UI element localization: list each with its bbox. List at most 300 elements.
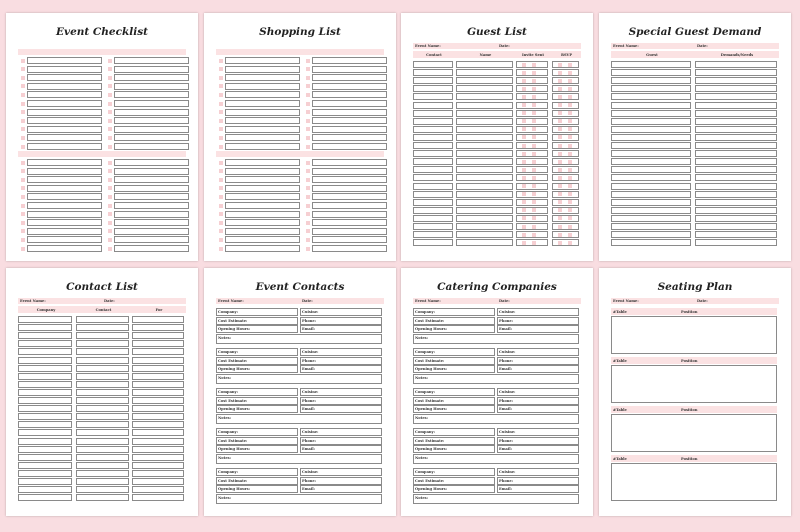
checkbox[interactable]	[568, 135, 572, 139]
checkbox[interactable]	[522, 127, 526, 131]
checklist-line[interactable]	[312, 176, 387, 183]
checklist-line[interactable]	[114, 100, 189, 107]
checkbox[interactable]	[21, 67, 25, 71]
table-cell[interactable]	[456, 215, 513, 222]
checkbox[interactable]	[21, 204, 25, 208]
checklist-line[interactable]	[312, 74, 387, 81]
checklist-line[interactable]	[114, 211, 189, 218]
table-cell[interactable]	[132, 373, 184, 380]
table-cell[interactable]	[552, 126, 579, 133]
contact-field[interactable]	[216, 494, 382, 504]
checkbox[interactable]	[568, 79, 572, 83]
seating-box[interactable]	[611, 463, 777, 501]
checklist-line[interactable]	[27, 211, 102, 218]
checkbox[interactable]	[108, 161, 112, 165]
table-cell[interactable]	[552, 174, 579, 181]
table-cell[interactable]	[132, 486, 184, 493]
table-cell[interactable]	[413, 134, 453, 141]
checkbox[interactable]	[21, 59, 25, 63]
checkbox[interactable]	[568, 200, 572, 204]
table-cell[interactable]	[76, 454, 129, 461]
table-cell[interactable]	[132, 389, 184, 396]
checkbox[interactable]	[219, 238, 223, 242]
checkbox[interactable]	[568, 71, 572, 75]
table-cell[interactable]	[413, 93, 453, 100]
checkbox[interactable]	[21, 102, 25, 106]
checkbox[interactable]	[306, 169, 310, 173]
checkbox[interactable]	[306, 127, 310, 131]
table-cell[interactable]	[611, 102, 691, 109]
checkbox[interactable]	[532, 200, 536, 204]
table-cell[interactable]	[611, 191, 691, 198]
checklist-line[interactable]	[312, 91, 387, 98]
checkbox[interactable]	[219, 110, 223, 114]
checklist-line[interactable]	[114, 236, 189, 243]
checkbox[interactable]	[21, 229, 25, 233]
checkbox[interactable]	[558, 176, 562, 180]
checkbox[interactable]	[532, 95, 536, 99]
checkbox[interactable]	[558, 192, 562, 196]
table-cell[interactable]	[413, 239, 453, 246]
table-cell[interactable]	[456, 102, 513, 109]
table-cell[interactable]	[552, 150, 579, 157]
checklist-line[interactable]	[27, 126, 102, 133]
table-cell[interactable]	[552, 239, 579, 246]
checkbox[interactable]	[21, 93, 25, 97]
table-cell[interactable]	[552, 61, 579, 68]
table-cell[interactable]	[76, 494, 129, 501]
table-cell[interactable]	[132, 446, 184, 453]
table-cell[interactable]	[76, 462, 129, 469]
checkbox[interactable]	[21, 136, 25, 140]
checkbox[interactable]	[558, 87, 562, 91]
table-cell[interactable]	[611, 110, 691, 117]
table-cell[interactable]	[456, 199, 513, 206]
table-cell[interactable]	[132, 397, 184, 404]
checkbox[interactable]	[219, 136, 223, 140]
checklist-line[interactable]	[225, 245, 300, 252]
checkbox[interactable]	[522, 225, 526, 229]
table-cell[interactable]	[76, 316, 129, 323]
checklist-line[interactable]	[27, 219, 102, 226]
table-cell[interactable]	[413, 174, 453, 181]
contact-field[interactable]	[413, 334, 579, 344]
table-cell[interactable]	[611, 69, 691, 76]
checkbox[interactable]	[532, 111, 536, 115]
table-cell[interactable]	[413, 158, 453, 165]
checkbox[interactable]	[306, 76, 310, 80]
checkbox[interactable]	[522, 79, 526, 83]
checklist-line[interactable]	[114, 168, 189, 175]
checkbox[interactable]	[108, 186, 112, 190]
table-cell[interactable]	[413, 191, 453, 198]
checklist-line[interactable]	[114, 117, 189, 124]
table-cell[interactable]	[18, 421, 72, 428]
checklist-line[interactable]	[312, 202, 387, 209]
checkbox[interactable]	[558, 225, 562, 229]
checklist-line[interactable]	[114, 185, 189, 192]
contact-field[interactable]	[413, 414, 579, 424]
checklist-line[interactable]	[114, 193, 189, 200]
checkbox[interactable]	[568, 87, 572, 91]
checkbox[interactable]	[306, 204, 310, 208]
checkbox[interactable]	[21, 127, 25, 131]
checkbox[interactable]	[568, 208, 572, 212]
table-cell[interactable]	[413, 77, 453, 84]
checkbox[interactable]	[558, 208, 562, 212]
checkbox[interactable]	[108, 119, 112, 123]
checklist-line[interactable]	[114, 91, 189, 98]
checklist-line[interactable]	[312, 134, 387, 141]
checkbox[interactable]	[558, 103, 562, 107]
table-cell[interactable]	[611, 134, 691, 141]
checklist-line[interactable]	[27, 143, 102, 150]
checkbox[interactable]	[568, 95, 572, 99]
table-cell[interactable]	[18, 324, 72, 331]
checkbox[interactable]	[219, 195, 223, 199]
table-cell[interactable]	[76, 397, 129, 404]
table-cell[interactable]	[552, 223, 579, 230]
table-cell[interactable]	[76, 470, 129, 477]
table-cell[interactable]	[413, 142, 453, 149]
checklist-line[interactable]	[225, 134, 300, 141]
table-cell[interactable]	[695, 93, 777, 100]
checklist-line[interactable]	[225, 74, 300, 81]
table-cell[interactable]	[611, 158, 691, 165]
checkbox[interactable]	[219, 161, 223, 165]
checkbox[interactable]	[568, 216, 572, 220]
table-cell[interactable]	[611, 118, 691, 125]
table-cell[interactable]	[611, 223, 691, 230]
checklist-line[interactable]	[114, 109, 189, 116]
table-cell[interactable]	[18, 438, 72, 445]
table-cell[interactable]	[18, 429, 72, 436]
checkbox[interactable]	[219, 102, 223, 106]
table-cell[interactable]	[456, 158, 513, 165]
checkbox[interactable]	[219, 186, 223, 190]
table-cell[interactable]	[611, 77, 691, 84]
checkbox[interactable]	[558, 135, 562, 139]
table-cell[interactable]	[456, 85, 513, 92]
checkbox[interactable]	[558, 241, 562, 245]
checkbox[interactable]	[21, 195, 25, 199]
table-cell[interactable]	[456, 110, 513, 117]
checkbox[interactable]	[558, 79, 562, 83]
checkbox[interactable]	[108, 110, 112, 114]
table-cell[interactable]	[695, 142, 777, 149]
table-cell[interactable]	[413, 223, 453, 230]
checklist-line[interactable]	[114, 245, 189, 252]
table-cell[interactable]	[552, 77, 579, 84]
table-cell[interactable]	[695, 69, 777, 76]
checkbox[interactable]	[219, 67, 223, 71]
checkbox[interactable]	[21, 84, 25, 88]
contact-field[interactable]	[413, 454, 579, 464]
table-cell[interactable]	[611, 215, 691, 222]
checkbox[interactable]	[21, 145, 25, 149]
checklist-line[interactable]	[114, 143, 189, 150]
table-cell[interactable]	[132, 332, 184, 339]
checkbox[interactable]	[522, 71, 526, 75]
table-cell[interactable]	[18, 332, 72, 339]
table-cell[interactable]	[132, 494, 184, 501]
checkbox[interactable]	[219, 59, 223, 63]
table-cell[interactable]	[18, 470, 72, 477]
checklist-line[interactable]	[312, 211, 387, 218]
table-cell[interactable]	[132, 413, 184, 420]
checkbox[interactable]	[306, 161, 310, 165]
checkbox[interactable]	[522, 63, 526, 67]
checklist-line[interactable]	[312, 168, 387, 175]
table-cell[interactable]	[552, 158, 579, 165]
checklist-line[interactable]	[225, 193, 300, 200]
checklist-line[interactable]	[27, 168, 102, 175]
checkbox[interactable]	[522, 95, 526, 99]
checkbox[interactable]	[532, 87, 536, 91]
checklist-line[interactable]	[225, 143, 300, 150]
table-cell[interactable]	[456, 231, 513, 238]
seating-box[interactable]	[611, 414, 777, 452]
checkbox[interactable]	[532, 168, 536, 172]
table-cell[interactable]	[611, 61, 691, 68]
checkbox[interactable]	[219, 221, 223, 225]
table-cell[interactable]	[132, 470, 184, 477]
checklist-line[interactable]	[312, 236, 387, 243]
table-cell[interactable]	[695, 191, 777, 198]
table-cell[interactable]	[695, 166, 777, 173]
checkbox[interactable]	[306, 102, 310, 106]
table-cell[interactable]	[552, 207, 579, 214]
table-cell[interactable]	[413, 215, 453, 222]
checkbox[interactable]	[532, 135, 536, 139]
checklist-line[interactable]	[225, 66, 300, 73]
table-cell[interactable]	[552, 85, 579, 92]
checklist-line[interactable]	[114, 219, 189, 226]
checkbox[interactable]	[522, 144, 526, 148]
checkbox[interactable]	[219, 204, 223, 208]
checklist-line[interactable]	[27, 134, 102, 141]
table-cell[interactable]	[552, 142, 579, 149]
checklist-line[interactable]	[114, 159, 189, 166]
checkbox[interactable]	[522, 241, 526, 245]
contact-field[interactable]	[216, 454, 382, 464]
checkbox[interactable]	[108, 59, 112, 63]
checklist-line[interactable]	[225, 185, 300, 192]
checklist-line[interactable]	[225, 100, 300, 107]
checklist-line[interactable]	[312, 219, 387, 226]
checkbox[interactable]	[532, 103, 536, 107]
table-cell[interactable]	[456, 207, 513, 214]
table-cell[interactable]	[76, 324, 129, 331]
checklist-line[interactable]	[225, 91, 300, 98]
checkbox[interactable]	[558, 233, 562, 237]
checkbox[interactable]	[532, 184, 536, 188]
table-cell[interactable]	[413, 166, 453, 173]
checklist-line[interactable]	[312, 100, 387, 107]
table-cell[interactable]	[18, 357, 72, 364]
table-cell[interactable]	[76, 381, 129, 388]
table-cell[interactable]	[456, 239, 513, 246]
checkbox[interactable]	[568, 233, 572, 237]
checkbox[interactable]	[306, 229, 310, 233]
table-cell[interactable]	[695, 183, 777, 190]
table-cell[interactable]	[611, 174, 691, 181]
checkbox[interactable]	[108, 238, 112, 242]
checkbox[interactable]	[108, 221, 112, 225]
checkbox[interactable]	[108, 212, 112, 216]
checkbox[interactable]	[306, 221, 310, 225]
checklist-line[interactable]	[312, 66, 387, 73]
checklist-line[interactable]	[114, 126, 189, 133]
table-cell[interactable]	[695, 61, 777, 68]
checkbox[interactable]	[108, 204, 112, 208]
checklist-line[interactable]	[312, 109, 387, 116]
table-cell[interactable]	[76, 478, 129, 485]
checkbox[interactable]	[108, 178, 112, 182]
checkbox[interactable]	[21, 238, 25, 242]
table-cell[interactable]	[132, 478, 184, 485]
checkbox[interactable]	[21, 212, 25, 216]
table-cell[interactable]	[695, 134, 777, 141]
checkbox[interactable]	[558, 216, 562, 220]
checklist-line[interactable]	[27, 91, 102, 98]
checkbox[interactable]	[108, 93, 112, 97]
checkbox[interactable]	[568, 127, 572, 131]
checkbox[interactable]	[568, 63, 572, 67]
checklist-line[interactable]	[312, 245, 387, 252]
checkbox[interactable]	[522, 176, 526, 180]
table-cell[interactable]	[552, 93, 579, 100]
table-cell[interactable]	[552, 215, 579, 222]
table-cell[interactable]	[76, 486, 129, 493]
checkbox[interactable]	[219, 229, 223, 233]
checkbox[interactable]	[532, 176, 536, 180]
checkbox[interactable]	[568, 144, 572, 148]
checklist-line[interactable]	[27, 66, 102, 73]
checkbox[interactable]	[532, 192, 536, 196]
checkbox[interactable]	[219, 145, 223, 149]
checklist-line[interactable]	[27, 57, 102, 64]
checkbox[interactable]	[522, 233, 526, 237]
checklist-line[interactable]	[225, 219, 300, 226]
table-cell[interactable]	[132, 405, 184, 412]
checkbox[interactable]	[568, 176, 572, 180]
checklist-line[interactable]	[114, 74, 189, 81]
table-cell[interactable]	[18, 446, 72, 453]
checklist-line[interactable]	[114, 134, 189, 141]
checklist-line[interactable]	[27, 193, 102, 200]
checkbox[interactable]	[306, 178, 310, 182]
table-cell[interactable]	[695, 118, 777, 125]
checkbox[interactable]	[108, 247, 112, 251]
table-cell[interactable]	[611, 231, 691, 238]
table-cell[interactable]	[132, 429, 184, 436]
checkbox[interactable]	[568, 119, 572, 123]
table-cell[interactable]	[413, 61, 453, 68]
checkbox[interactable]	[522, 216, 526, 220]
table-cell[interactable]	[695, 239, 777, 246]
contact-field[interactable]	[216, 414, 382, 424]
checkbox[interactable]	[219, 84, 223, 88]
checklist-line[interactable]	[27, 185, 102, 192]
table-cell[interactable]	[611, 239, 691, 246]
table-cell[interactable]	[132, 316, 184, 323]
checklist-line[interactable]	[27, 245, 102, 252]
table-cell[interactable]	[695, 110, 777, 117]
table-cell[interactable]	[76, 429, 129, 436]
checkbox[interactable]	[21, 161, 25, 165]
checkbox[interactable]	[21, 110, 25, 114]
checkbox[interactable]	[558, 63, 562, 67]
table-cell[interactable]	[18, 389, 72, 396]
table-cell[interactable]	[552, 102, 579, 109]
checkbox[interactable]	[532, 233, 536, 237]
checkbox[interactable]	[108, 84, 112, 88]
table-cell[interactable]	[18, 381, 72, 388]
checkbox[interactable]	[532, 144, 536, 148]
contact-field[interactable]	[413, 374, 579, 384]
checkbox[interactable]	[532, 225, 536, 229]
table-cell[interactable]	[695, 174, 777, 181]
checkbox[interactable]	[21, 169, 25, 173]
checklist-line[interactable]	[114, 202, 189, 209]
checkbox[interactable]	[568, 184, 572, 188]
table-cell[interactable]	[18, 397, 72, 404]
table-cell[interactable]	[413, 118, 453, 125]
checkbox[interactable]	[558, 119, 562, 123]
table-cell[interactable]	[132, 462, 184, 469]
checkbox[interactable]	[306, 119, 310, 123]
checklist-line[interactable]	[312, 143, 387, 150]
table-cell[interactable]	[456, 69, 513, 76]
checkbox[interactable]	[306, 110, 310, 114]
contact-field[interactable]	[413, 494, 579, 504]
table-cell[interactable]	[76, 405, 129, 412]
checkbox[interactable]	[532, 71, 536, 75]
table-cell[interactable]	[76, 357, 129, 364]
table-cell[interactable]	[76, 446, 129, 453]
table-cell[interactable]	[456, 174, 513, 181]
table-cell[interactable]	[132, 365, 184, 372]
checkbox[interactable]	[558, 127, 562, 131]
checkbox[interactable]	[306, 212, 310, 216]
checkbox[interactable]	[21, 178, 25, 182]
checklist-line[interactable]	[27, 100, 102, 107]
table-cell[interactable]	[76, 365, 129, 372]
checkbox[interactable]	[568, 168, 572, 172]
checklist-line[interactable]	[312, 228, 387, 235]
checklist-line[interactable]	[27, 202, 102, 209]
table-cell[interactable]	[76, 438, 129, 445]
checkbox[interactable]	[306, 84, 310, 88]
checkbox[interactable]	[532, 208, 536, 212]
checkbox[interactable]	[532, 79, 536, 83]
checkbox[interactable]	[108, 195, 112, 199]
checklist-line[interactable]	[225, 211, 300, 218]
checkbox[interactable]	[306, 238, 310, 242]
table-cell[interactable]	[76, 389, 129, 396]
checkbox[interactable]	[522, 160, 526, 164]
checkbox[interactable]	[306, 195, 310, 199]
checklist-line[interactable]	[312, 159, 387, 166]
checkbox[interactable]	[219, 247, 223, 251]
table-cell[interactable]	[18, 413, 72, 420]
checkbox[interactable]	[108, 229, 112, 233]
table-cell[interactable]	[611, 166, 691, 173]
checkbox[interactable]	[532, 127, 536, 131]
checkbox[interactable]	[219, 76, 223, 80]
checkbox[interactable]	[532, 119, 536, 123]
